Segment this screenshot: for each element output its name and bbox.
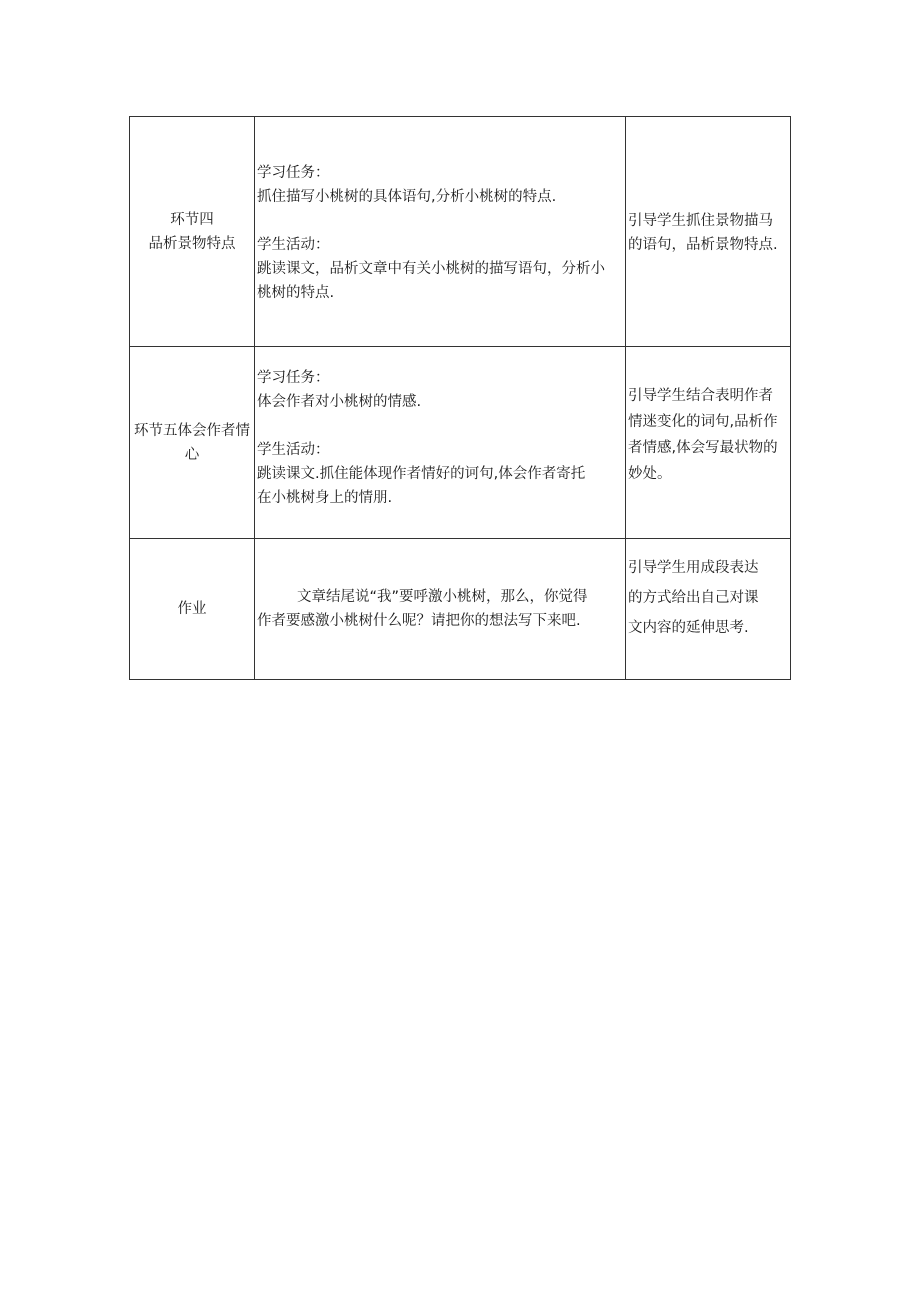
activity-label: 学生活动： (257, 237, 330, 253)
guide-text-line: 情迷变化的词句,品析作 (628, 414, 778, 430)
content-cell (255, 347, 626, 539)
lesson-plan-table (129, 116, 791, 680)
content-cell (255, 117, 626, 347)
activity-label: 学生活动： (257, 442, 330, 458)
task-text: 体会作者对小桃树的情感. (257, 394, 422, 410)
guide-text-line: 引导学生抓住景物描马 (628, 213, 773, 229)
stage-label-line: 作业 (177, 601, 207, 617)
homework-text-line: 文章结尾说“我”要呼激小桃树，那么，你觉得 (297, 589, 588, 605)
table-row (130, 539, 791, 680)
stage-label-line: 心 (184, 446, 200, 463)
stage-label-line: 环节五体会作者情 (134, 422, 250, 439)
stage-label-line: 环节四 (170, 211, 214, 228)
guide-text-line: 的方式给出自己对课 (628, 590, 759, 606)
stage-cell (130, 347, 255, 539)
table-row (130, 347, 791, 539)
activity-text-line: 跳读课文，品析文章中有关小桃树的描写语句，分析小 (257, 261, 605, 277)
task-label: 学习任务： (257, 370, 330, 386)
activity-text-line: 跳读课文.抓住能体现作者情好的诃句,体会作者寄托 (257, 466, 586, 482)
guide-text-line: 者情感,体会写最状物的 (628, 440, 778, 456)
task-label: 学习任务： (257, 165, 330, 181)
guide-text-line: 引导学生结合表明作者 (628, 388, 773, 404)
stage-cell (130, 539, 255, 680)
guide-cell (626, 539, 791, 680)
stage-label-line: 品析景物特点 (148, 235, 236, 252)
guide-text-line: 文内容的延伸思考. (628, 620, 749, 636)
homework-text-line: 作者要感激小桃树什么呢？请把你的想法写下来吧. (257, 613, 581, 629)
table-row (130, 117, 791, 347)
guide-cell (626, 347, 791, 539)
guide-cell (626, 117, 791, 347)
guide-text-line: 妙处。 (628, 466, 672, 482)
task-text: 抓住描写小桃树的具体语句,分析小桃树的特点. (257, 189, 557, 205)
guide-text-line: 的语句，品析景物特点. (628, 237, 778, 253)
activity-text-line: 桃树的特点. (257, 285, 335, 301)
content-cell (255, 539, 626, 680)
stage-cell (130, 117, 255, 347)
guide-text-line: 引导学生用成段表达 (628, 560, 759, 576)
activity-text-line: 在小桃树身上的情朋. (257, 490, 393, 506)
